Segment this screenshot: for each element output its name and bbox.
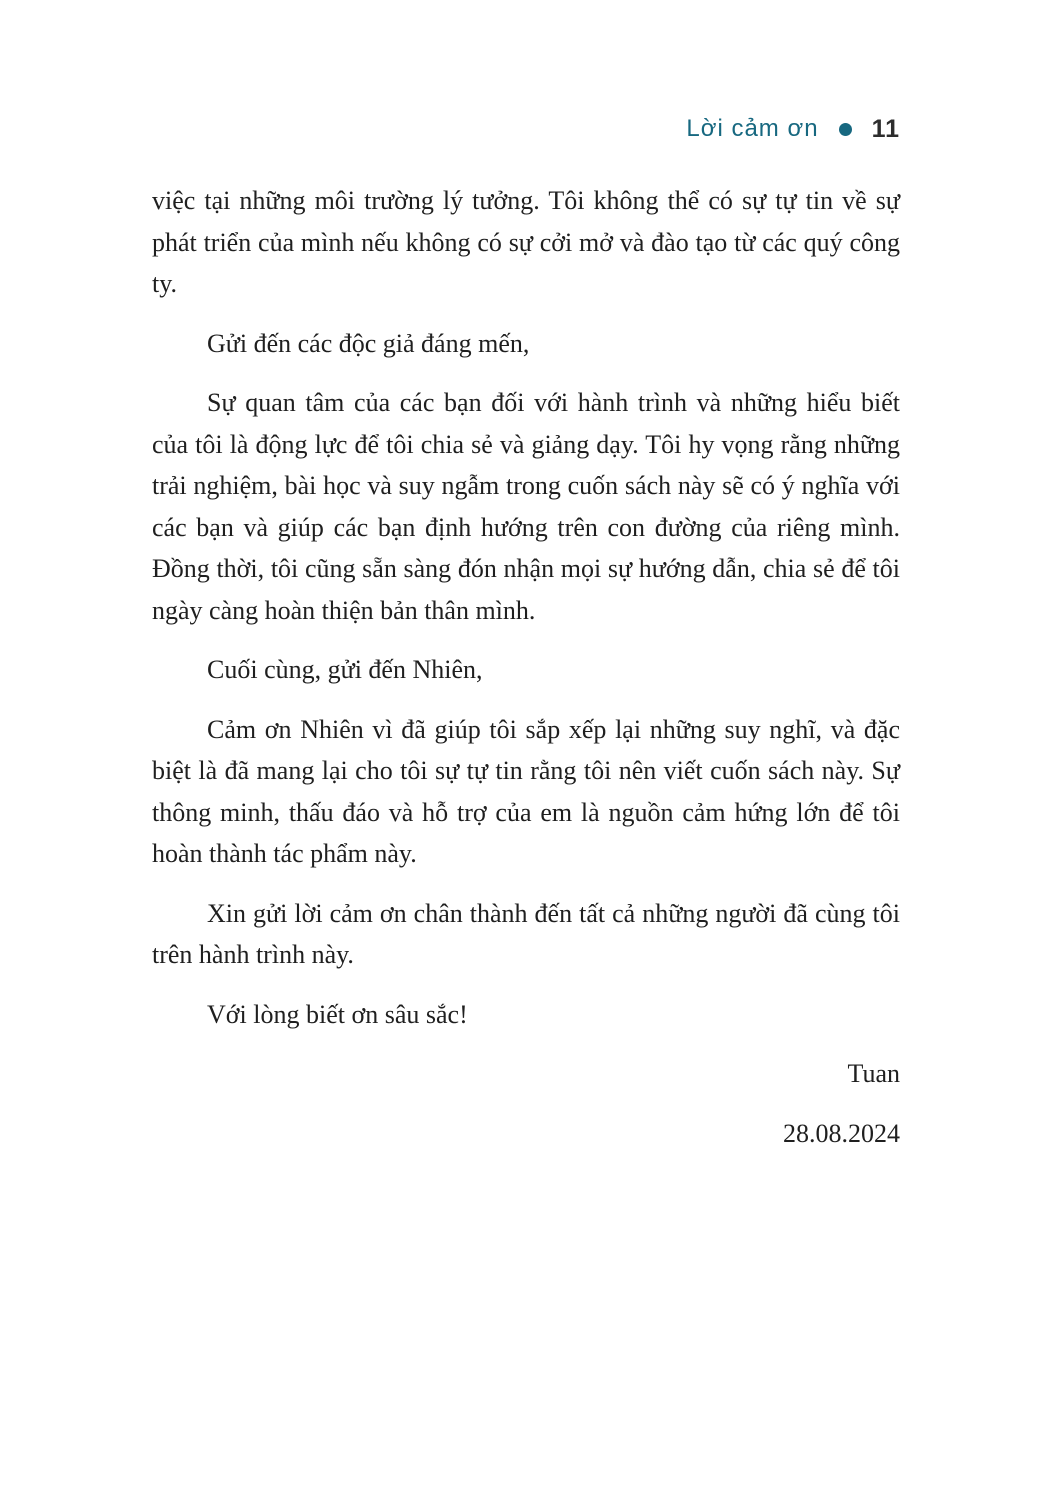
signature-date: 28.08.2024 xyxy=(783,1118,900,1148)
page-number: 11 xyxy=(871,114,900,143)
paragraph: Cảm ơn Nhiên vì đã giúp tôi sắp xếp lại những suy nghĩ, và đặc biệt là đã mang lại cho tôi sự tự tin rằng tôi nên viết cuốn sách này. Sự thông minh, thấu đáo và hỗ trợ của em là nguồn cảm hứng lớn để tôi hoàn thành tác phẩm này. xyxy=(152,714,900,868)
running-header xyxy=(152,112,900,146)
paragraph: Gửi đến các độc giả đáng mến, xyxy=(207,328,530,358)
section-title: Lời cảm ơn xyxy=(686,115,819,142)
closing-block xyxy=(152,1053,900,1154)
paragraph-continuation: việc tại những môi trường lý tưởng. Tôi không thể có sự tự tin về sự phát triển của mình nếu không có sự cởi mở và đào tạo từ các quý công ty. xyxy=(152,186,900,298)
paragraph: Với lòng biết ơn sâu sắc! xyxy=(207,999,468,1029)
paragraph: Xin gửi lời cảm ơn chân thành đến tất cả những người đã cùng tôi trên hành trình này. xyxy=(152,898,900,969)
page-body xyxy=(152,180,900,1035)
paragraph: Cuối cùng, gửi đến Nhiên, xyxy=(207,655,483,684)
paragraph: Sự quan tâm của các bạn đối với hành trình và những hiểu biết của tôi là động lực để tôi chia sẻ và giảng dạy. Tôi hy vọng rằng những trải nghiệm, bài học và suy ngẫm trong cuốn sách này sẽ có ý nghĩa với các bạn và giúp các bạn định hướng trên con đường của riêng mình. Đồng thời, tôi cũng sẵn sàng đón nhận mọi sự hướng dẫn, chia sẻ để tôi ngày càng hoàn thiện bản thân mình. xyxy=(152,388,900,625)
bullet-separator-icon xyxy=(839,123,852,136)
signature-name: Tuan xyxy=(847,1059,900,1088)
